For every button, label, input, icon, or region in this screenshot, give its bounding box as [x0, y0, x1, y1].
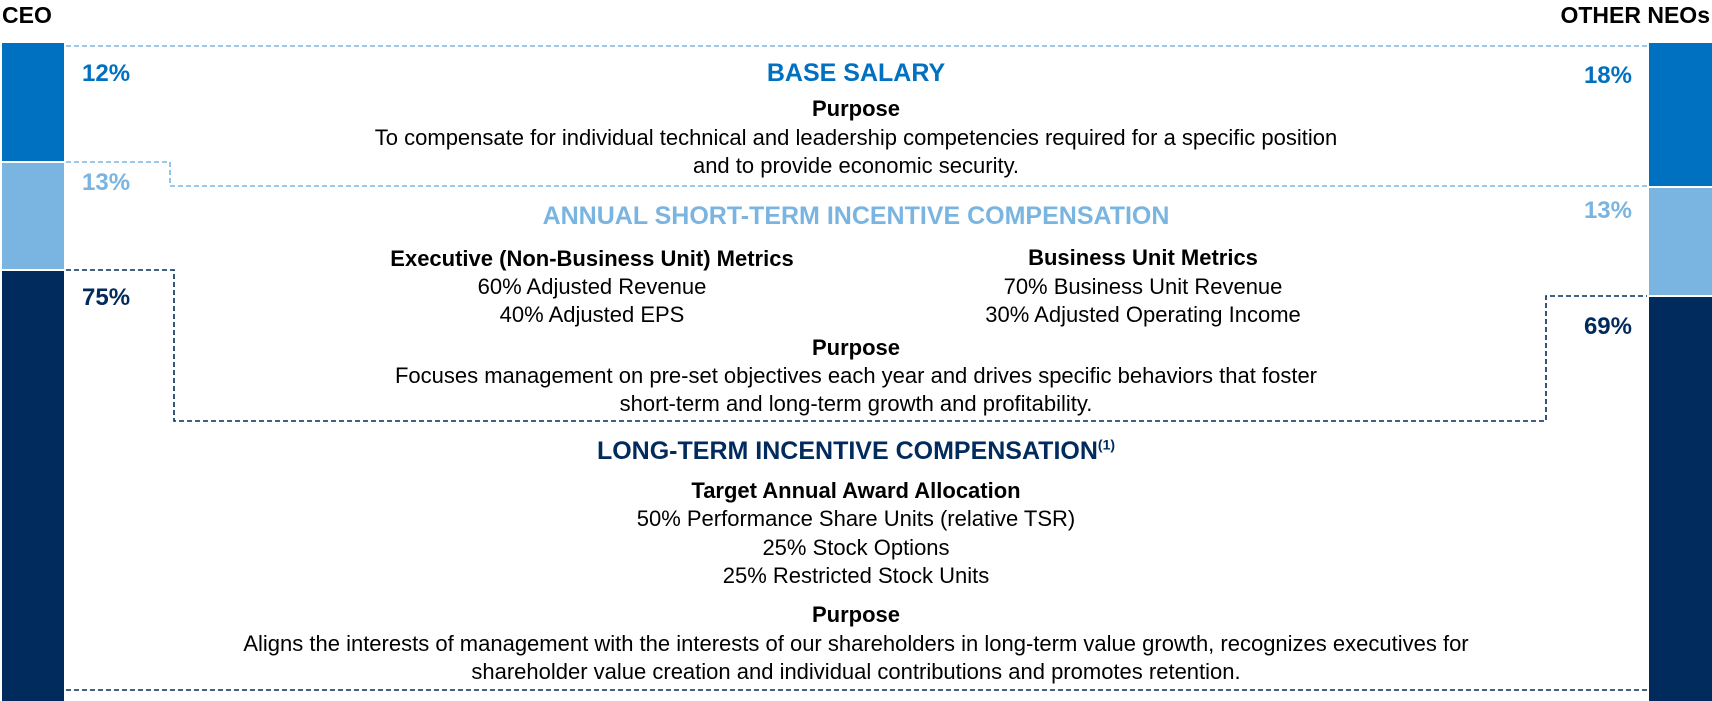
- allocation-heading: Target Annual Award Allocation: [691, 478, 1021, 503]
- ceo-header: CEO: [2, 2, 52, 28]
- long-term-purpose-line2: shareholder value creation and individual contributions and promotes retention.: [471, 659, 1241, 684]
- other-neos-header: OTHER NEOs: [1560, 2, 1710, 28]
- short-term-purpose-line1: Focuses management on pre-set objectives each year and drives specific behaviors that foster: [394, 363, 1318, 388]
- base-salary-purpose-label: Purpose: [811, 96, 901, 121]
- exec-metric-item: 60% Adjusted Revenue: [477, 274, 707, 299]
- base-salary-purpose-line2: and to provide economic security.: [692, 153, 1020, 178]
- bu-metrics-heading: Business Unit Metrics: [1028, 245, 1258, 270]
- allocation-item: 25% Stock Options: [762, 535, 950, 560]
- long-term-footnote: (1): [1097, 436, 1116, 453]
- neos-long-term-pct: 69%: [1583, 313, 1632, 340]
- neos-base-pct: 18%: [1583, 62, 1632, 89]
- exec-metric-item: 40% Adjusted EPS: [499, 302, 685, 327]
- short-term-purpose-label: Purpose: [811, 335, 901, 360]
- ceo-short-term-pct: 13%: [82, 169, 131, 196]
- long-term-purpose-label: Purpose: [811, 602, 901, 627]
- ceo-base-pct: 12%: [82, 60, 131, 87]
- base-salary-purpose-line1: To compensate for individual technical and leadership competencies required for a specific position: [374, 125, 1338, 150]
- long-term-title-text: LONG-TERM INCENTIVE COMPENSATION: [596, 437, 1098, 465]
- allocation-item: 50% Performance Share Units (relative TSR): [636, 506, 1076, 531]
- short-term-purpose-line2: short-term and long-term growth and profitability.: [619, 391, 1093, 416]
- long-term-purpose-line1: Aligns the interests of management with the interests of our shareholders in long-term value growth, recognizes executives for: [243, 631, 1469, 656]
- bu-metric-item: 30% Adjusted Operating Income: [985, 302, 1301, 327]
- exec-metrics-heading: Executive (Non-Business Unit) Metrics: [390, 246, 794, 271]
- bu-metric-item: 70% Business Unit Revenue: [1003, 274, 1283, 299]
- short-term-title: ANNUAL SHORT-TERM INCENTIVE COMPENSATION: [542, 202, 1170, 230]
- base-salary-title: BASE SALARY: [766, 59, 946, 87]
- allocation-item: 25% Restricted Stock Units: [722, 563, 990, 588]
- long-term-title: [0, 437, 1712, 466]
- neos-short-term-pct: 13%: [1583, 197, 1632, 224]
- ceo-long-term-pct: 75%: [82, 284, 131, 311]
